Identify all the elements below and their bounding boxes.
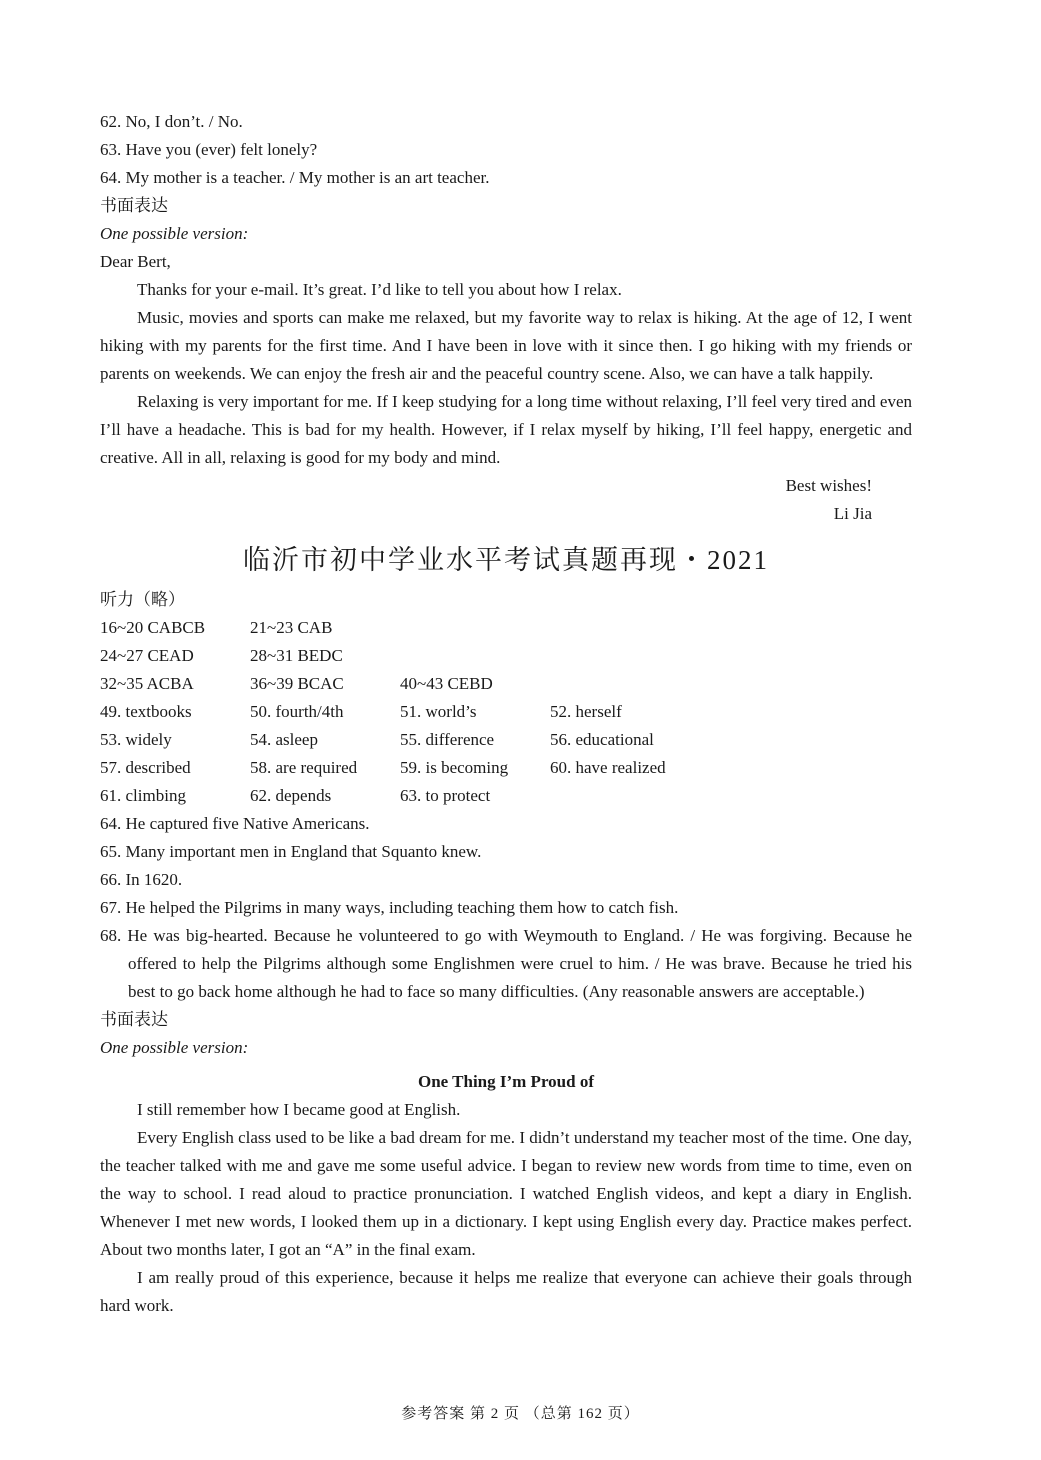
- grid-cell: 51. world’s: [400, 702, 477, 721]
- letter-paragraph: Thanks for your e-mail. It’s great. I’d like to tell you about how I relax.: [137, 280, 622, 299]
- grid-cell: 32~35 ACBA: [100, 674, 194, 693]
- grid-cell: 24~27 CEAD: [100, 646, 194, 665]
- grid-cell: 61. climbing: [100, 786, 186, 805]
- letter-paragraph: Relaxing is very important for me. If I keep studying for a long time without relaxing, I’ll feel very tired and even I’ll have a headache. This is bad for my health. However, if I relax myself by hiking, I’ll feel happy, energetic and creative. All in all, relaxing is good for my body and mind.: [100, 392, 912, 467]
- listening-label: 听力（略）: [100, 590, 185, 609]
- version-label-2021: One possible version:: [100, 1038, 249, 1057]
- essay-paragraph: Every English class used to be like a bad dream for me. I didn’t understand my teacher most of the time. One day, the teacher talked with me and gave me some useful advice. I began to review new words from time to time, even on the way to school. I read aloud to practice pronunciation. I watched English videos, and kept a diary in English. Whenever I met new words, I looked them up in a dictionary. I kept using English every day. Practice makes perfect. About two months later, I got an “A” in the final exam.: [100, 1128, 912, 1259]
- grid-cell: 49. textbooks: [100, 702, 192, 721]
- answer-63: 63. Have you (ever) felt lonely?: [100, 140, 318, 159]
- grid-cell: 40~43 CEBD: [400, 674, 493, 693]
- answer-grid: [100, 614, 912, 810]
- page-footer: 参考答案 第 2 页 （总第 162 页）: [401, 1406, 640, 1422]
- essay-paragraph: I am really proud of this experience, because it helps me realize that everyone can achieve their goals through hard work.: [100, 1268, 912, 1315]
- answer-68-2021: 68. He was big-hearted. Because he volunteered to go with Weymouth to England. / He was forgiving. Because he offered to help the Pilgrims although some Englishmen were cruel to him. / He was brave. Because he tried his best to go back home although he had to face so many difficulties. (Any reasonable answers are acceptable.): [100, 926, 912, 1001]
- version-label: One possible version:: [100, 224, 249, 243]
- grid-cell: 57. described: [100, 758, 191, 777]
- grid-cell: 54. asleep: [250, 730, 318, 749]
- grid-cell: [400, 642, 550, 670]
- grid-cell: [550, 782, 700, 810]
- essay-title: One Thing I’m Proud of: [417, 1072, 595, 1091]
- grid-cell: 56. educational: [550, 730, 654, 749]
- answer-62: 62. No, I don’t. / No.: [100, 112, 243, 131]
- answer-66-2021: 66. In 1620.: [100, 870, 183, 889]
- grid-cell: 59. is becoming: [400, 758, 509, 777]
- grid-cell: [550, 642, 700, 670]
- grid-cell: 36~39 BCAC: [250, 674, 344, 693]
- letter-signature: Li Jia: [833, 504, 872, 523]
- grid-cell: [400, 614, 550, 642]
- letter-paragraph: Music, movies and sports can make me relaxed, but my favorite way to relax is hiking. At the age of 12, I went hiking with my parents for the first time. And I have been in love with it since then. I go hiking with my friends or parents on weekends. We can enjoy the fresh air and the peaceful country scene. Also, we can have a talk happily.: [100, 308, 912, 383]
- grid-cell: 16~20 CABCB: [100, 618, 206, 637]
- answer-67-2021: 67. He helped the Pilgrims in many ways, including teaching them how to catch fish.: [100, 898, 679, 917]
- writing-label: 书面表达: [100, 196, 168, 215]
- grid-cell: 28~31 BEDC: [250, 646, 343, 665]
- letter-greeting: Dear Bert,: [100, 252, 171, 271]
- grid-cell: 60. have realized: [550, 758, 666, 777]
- grid-cell: 53. widely: [100, 730, 172, 749]
- grid-cell: 50. fourth/4th: [250, 702, 344, 721]
- grid-cell: 63. to protect: [400, 786, 491, 805]
- grid-cell: [550, 670, 700, 698]
- letter-closing: Best wishes!: [785, 476, 872, 495]
- answer-64: 64. My mother is a teacher. / My mother is an art teacher.: [100, 168, 490, 187]
- grid-cell: 55. difference: [400, 730, 495, 749]
- section-title-2021: 临沂市初中学业水平考试真题再现・2021: [243, 545, 769, 575]
- grid-cell: 52. herself: [550, 702, 622, 721]
- answer-65-2021: 65. Many important men in England that Squanto knew.: [100, 842, 482, 861]
- writing-label-2021: 书面表达: [100, 1010, 168, 1029]
- grid-cell: 21~23 CAB: [250, 618, 333, 637]
- answer-64-2021: 64. He captured five Native Americans.: [100, 814, 370, 833]
- essay-paragraph: I still remember how I became good at English.: [137, 1100, 461, 1119]
- grid-cell: [550, 614, 700, 642]
- answer-page: [100, 108, 912, 1320]
- grid-cell: 62. depends: [250, 786, 332, 805]
- grid-cell: 58. are required: [250, 758, 358, 777]
